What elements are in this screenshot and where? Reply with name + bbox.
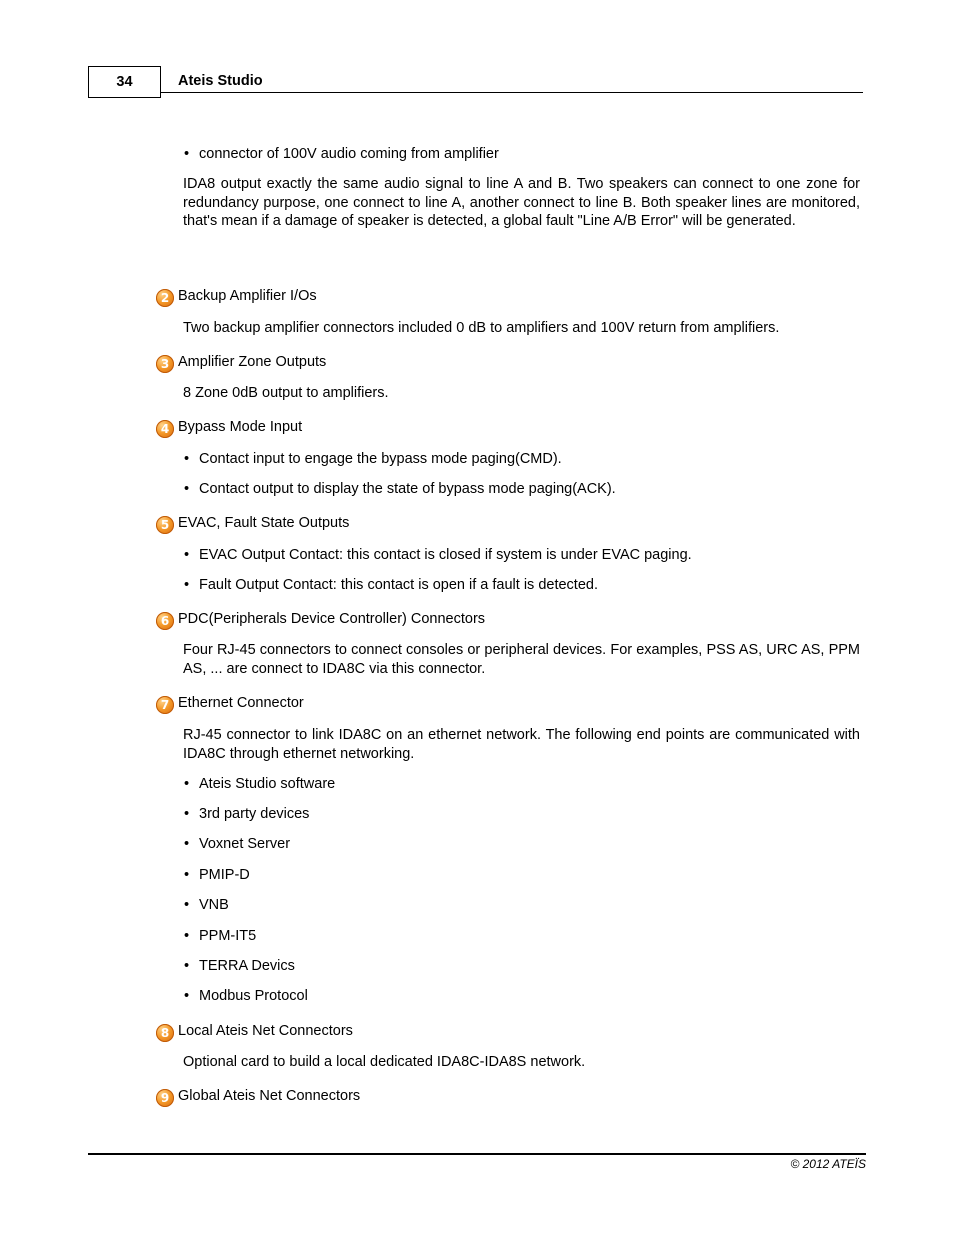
bullet-dot: •: [184, 451, 190, 467]
list-item: • VNB: [184, 897, 229, 913]
list-item: • Ateis Studio software: [184, 776, 336, 792]
number-2-icon: 2: [156, 289, 174, 307]
list-item: • Contact output to display the state of bypass mode paging(ACK).: [184, 481, 616, 497]
list-item: • Contact input to engage the bypass mode paging(CMD).: [184, 451, 562, 467]
bullet-dot: •: [184, 988, 190, 1004]
section-heading-2: 2 Backup Amplifier I/Os: [156, 287, 317, 307]
number-8-icon: 8: [156, 1024, 174, 1042]
bullet-dot: •: [184, 547, 190, 563]
list-item: • TERRA Devics: [184, 958, 295, 974]
section-heading-3: 3 Amplifier Zone Outputs: [156, 353, 326, 373]
bullet-dot: •: [184, 146, 190, 162]
number-9-icon: 9: [156, 1089, 174, 1107]
section-heading-7: 7 Ethernet Connector: [156, 694, 304, 714]
list-item: • Modbus Protocol: [184, 988, 308, 1004]
section-heading-9: 9 Global Ateis Net Connectors: [156, 1087, 360, 1107]
list-item: • PPM-IT5: [184, 928, 257, 944]
document-title: Ateis Studio: [178, 73, 263, 89]
section-text-8: Optional card to build a local dedicated IDA8C-IDA8S network.: [183, 1054, 586, 1070]
bullet-dot: •: [184, 836, 190, 852]
list-item: • Fault Output Contact: this contact is open if a fault is detected.: [184, 577, 598, 593]
section-text-6: Four RJ-45 connectors to connect consoles or peripheral devices. For examples, PSS AS, URC AS, PPM AS, ... are connect to IDA8C via this connector.: [183, 642, 860, 677]
header-rule: [161, 92, 863, 93]
number-6-icon: 6: [156, 612, 174, 630]
bullet-dot: •: [184, 481, 190, 497]
section-text-2: Two backup amplifier connectors included 0 dB to amplifiers and 100V return from amplifiers.: [183, 320, 780, 336]
section-heading-5: 5 EVAC, Fault State Outputs: [156, 514, 349, 534]
bullet-dot: •: [184, 577, 190, 593]
section-text-3: 8 Zone 0dB output to amplifiers.: [183, 385, 389, 401]
bullet-dot: •: [184, 958, 190, 974]
section-heading-8: 8 Local Ateis Net Connectors: [156, 1022, 353, 1042]
list-item: • EVAC Output Contact: this contact is closed if system is under EVAC paging.: [184, 547, 692, 563]
number-5-icon: 5: [156, 516, 174, 534]
intro-paragraph: IDA8 output exactly the same audio signal to line A and B. Two speakers can connect to one zone for redundancy purpose, one connect to line A, another connect to line B. Both speaker lines are monitored, that's mean if a damage of speaker is detected, a global fault "Line A/B Error" will be generated.: [183, 176, 860, 229]
section-text-7: RJ-45 connector to link IDA8C on an ethernet network. The following end points are communicated with IDA8C through ethernet networking.: [183, 727, 860, 762]
number-7-icon: 7: [156, 696, 174, 714]
intro-bullet: • connector of 100V audio coming from amplifier: [184, 146, 499, 162]
bullet-dot: •: [184, 928, 190, 944]
section-heading-4: 4 Bypass Mode Input: [156, 418, 302, 438]
list-item: • PMIP-D: [184, 867, 250, 883]
bullet-dot: •: [184, 867, 190, 883]
section-heading-6: 6 PDC(Peripherals Device Controller) Connectors: [156, 610, 485, 630]
bullet-dot: •: [184, 806, 190, 822]
footer-rule: [88, 1153, 866, 1155]
bullet-dot: •: [184, 897, 190, 913]
footer-copyright: © 2012 ATEÏS: [790, 1157, 866, 1171]
list-item: • 3rd party devices: [184, 806, 310, 822]
list-item: • Voxnet Server: [184, 836, 291, 852]
page-number: 34: [88, 66, 161, 98]
bullet-dot: •: [184, 776, 190, 792]
number-4-icon: 4: [156, 420, 174, 438]
number-3-icon: 3: [156, 355, 174, 373]
